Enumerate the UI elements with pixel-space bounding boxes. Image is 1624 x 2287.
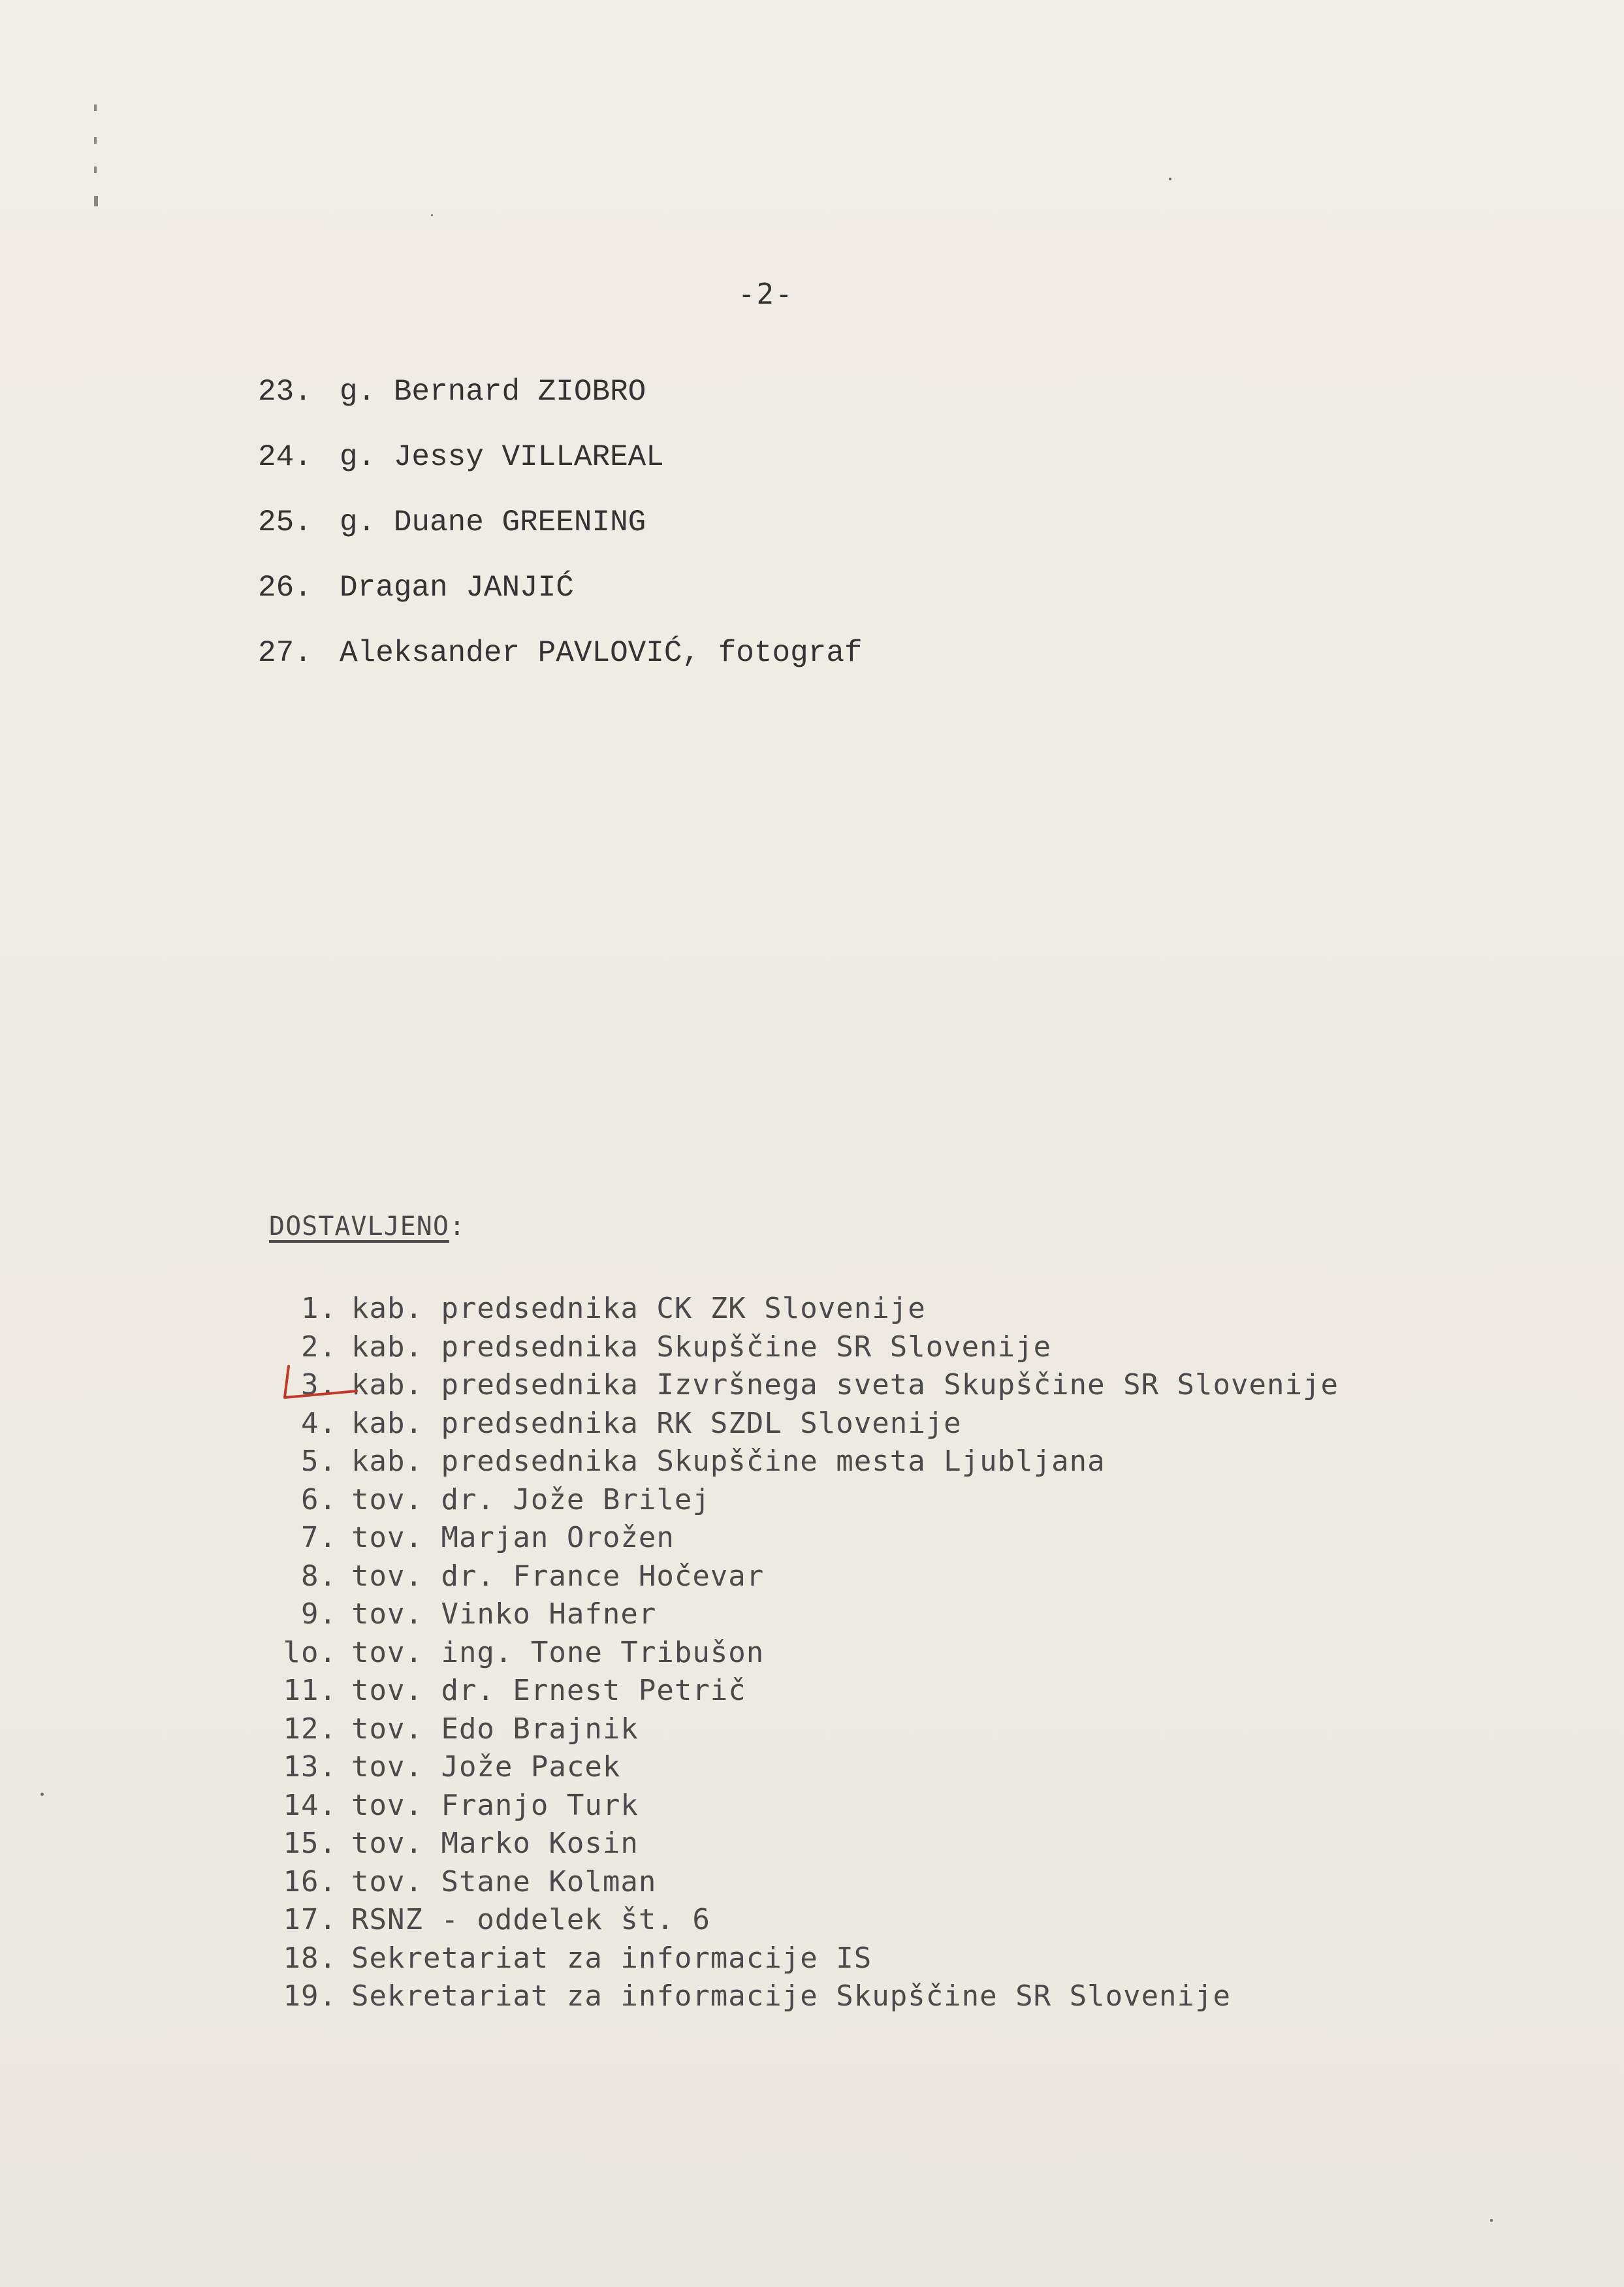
attendee-number: 27. xyxy=(258,636,312,670)
distribution-number: lo. xyxy=(283,1635,337,1669)
distribution-number: 3. xyxy=(301,1368,337,1401)
binding-hole-marks xyxy=(91,104,104,216)
distribution-heading xyxy=(269,1211,466,1241)
distribution-recipient: kab. predsednika Izvršnega sveta Skupščine SR Slovenije xyxy=(351,1368,1339,1401)
distribution-recipient: tov. Edo Brajnik xyxy=(351,1712,639,1746)
distribution-number: 6. xyxy=(301,1482,337,1516)
attendee-name: g. Bernard ZIOBRO xyxy=(340,375,646,409)
distribution-item xyxy=(268,1940,1339,1978)
distribution-heading-colon: : xyxy=(449,1211,466,1241)
distribution-item xyxy=(268,1405,1339,1443)
distribution-number: 17. xyxy=(283,1903,337,1936)
distribution-recipient: kab. predsednika CK ZK Slovenije xyxy=(351,1292,926,1325)
distribution-recipient: tov. dr. Jože Brilej xyxy=(351,1482,710,1516)
distribution-item xyxy=(268,1710,1339,1749)
distribution-number: 2. xyxy=(301,1330,337,1364)
distribution-number: 9. xyxy=(301,1597,337,1631)
attendee-name: Dragan JANJIĆ xyxy=(340,571,574,605)
distribution-item xyxy=(268,1672,1339,1710)
distribution-recipient: tov. Franjo Turk xyxy=(351,1788,639,1822)
distribution-item xyxy=(268,1787,1339,1825)
distribution-number: 11. xyxy=(283,1674,337,1707)
paper-speck xyxy=(431,214,433,216)
paper-speck xyxy=(40,1793,44,1796)
attendee-number: 26. xyxy=(258,571,312,605)
distribution-heading-label: DOSTAVLJENO xyxy=(269,1211,449,1241)
distribution-item xyxy=(268,1977,1339,2016)
red-pencil-check-mark xyxy=(279,1364,364,1403)
distribution-number: 5. xyxy=(301,1445,337,1478)
distribution-item xyxy=(268,1328,1339,1367)
distribution-item xyxy=(268,1290,1339,1328)
distribution-number: 15. xyxy=(283,1827,337,1860)
distribution-number: 14. xyxy=(283,1788,337,1822)
distribution-recipient: kab. predsednika Skupščine SR Slovenije xyxy=(351,1330,1052,1364)
distribution-number: 12. xyxy=(283,1712,337,1746)
distribution-item xyxy=(268,1443,1339,1481)
paper-speck xyxy=(1169,178,1171,180)
distribution-item xyxy=(268,1863,1339,1902)
distribution-recipient: tov. Marko Kosin xyxy=(351,1827,639,1860)
distribution-recipient: kab. predsednika Skupščine mesta Ljubljana xyxy=(351,1445,1106,1478)
distribution-item xyxy=(268,1634,1339,1672)
page-number: -2- xyxy=(738,278,794,311)
distribution-item xyxy=(268,1748,1339,1787)
distribution-item xyxy=(268,1366,1339,1405)
distribution-number: 4. xyxy=(301,1406,337,1440)
distribution-number: 1. xyxy=(301,1292,337,1325)
attendee-item xyxy=(258,568,863,633)
distribution-recipient: Sekretariat za informacije IS xyxy=(351,1941,872,1975)
distribution-recipient: kab. predsednika RK SZDL Slovenije xyxy=(351,1406,962,1440)
distribution-item xyxy=(268,1825,1339,1863)
distribution-number: 18. xyxy=(283,1941,337,1975)
distribution-number: 19. xyxy=(283,1979,337,2013)
attendee-name: Aleksander PAVLOVIĆ, fotograf xyxy=(340,636,863,670)
distribution-recipient: tov. dr. Ernest Petrič xyxy=(351,1674,746,1707)
distribution-item xyxy=(268,1558,1339,1596)
distribution-recipient: tov. ing. Tone Tribušon xyxy=(351,1635,765,1669)
distribution-recipient: tov. Stane Kolman xyxy=(351,1864,657,1898)
distribution-recipient: Sekretariat za informacije Skupščine SR Slovenije xyxy=(351,1979,1232,2013)
attendee-number: 25. xyxy=(258,505,312,539)
attendee-list xyxy=(258,372,863,699)
distribution-recipient: tov. dr. France Hočevar xyxy=(351,1559,765,1593)
attendee-number: 24. xyxy=(258,440,312,474)
distribution-number: 8. xyxy=(301,1559,337,1593)
attendee-name: g. Jessy VILLAREAL xyxy=(340,440,664,474)
distribution-item xyxy=(268,1595,1339,1634)
attendee-item xyxy=(258,438,863,503)
attendee-name: g. Duane GREENING xyxy=(340,505,646,539)
attendee-number: 23. xyxy=(258,375,312,409)
distribution-recipient: tov. Marjan Orožen xyxy=(351,1521,675,1554)
distribution-number: 16. xyxy=(283,1864,337,1898)
attendee-item xyxy=(258,372,863,438)
attendee-item xyxy=(258,503,863,568)
distribution-recipient: tov. Jože Pacek xyxy=(351,1750,621,1783)
distribution-item xyxy=(268,1481,1339,1520)
attendee-item xyxy=(258,633,863,699)
paper-speck xyxy=(1490,2219,1493,2222)
distribution-list xyxy=(268,1290,1339,2016)
distribution-item xyxy=(268,1519,1339,1558)
distribution-recipient: RSNZ - oddelek št. 6 xyxy=(351,1903,710,1936)
distribution-number: 13. xyxy=(283,1750,337,1783)
distribution-recipient: tov. Vinko Hafner xyxy=(351,1597,657,1631)
distribution-item xyxy=(268,1901,1339,1940)
distribution-number: 7. xyxy=(301,1521,337,1554)
